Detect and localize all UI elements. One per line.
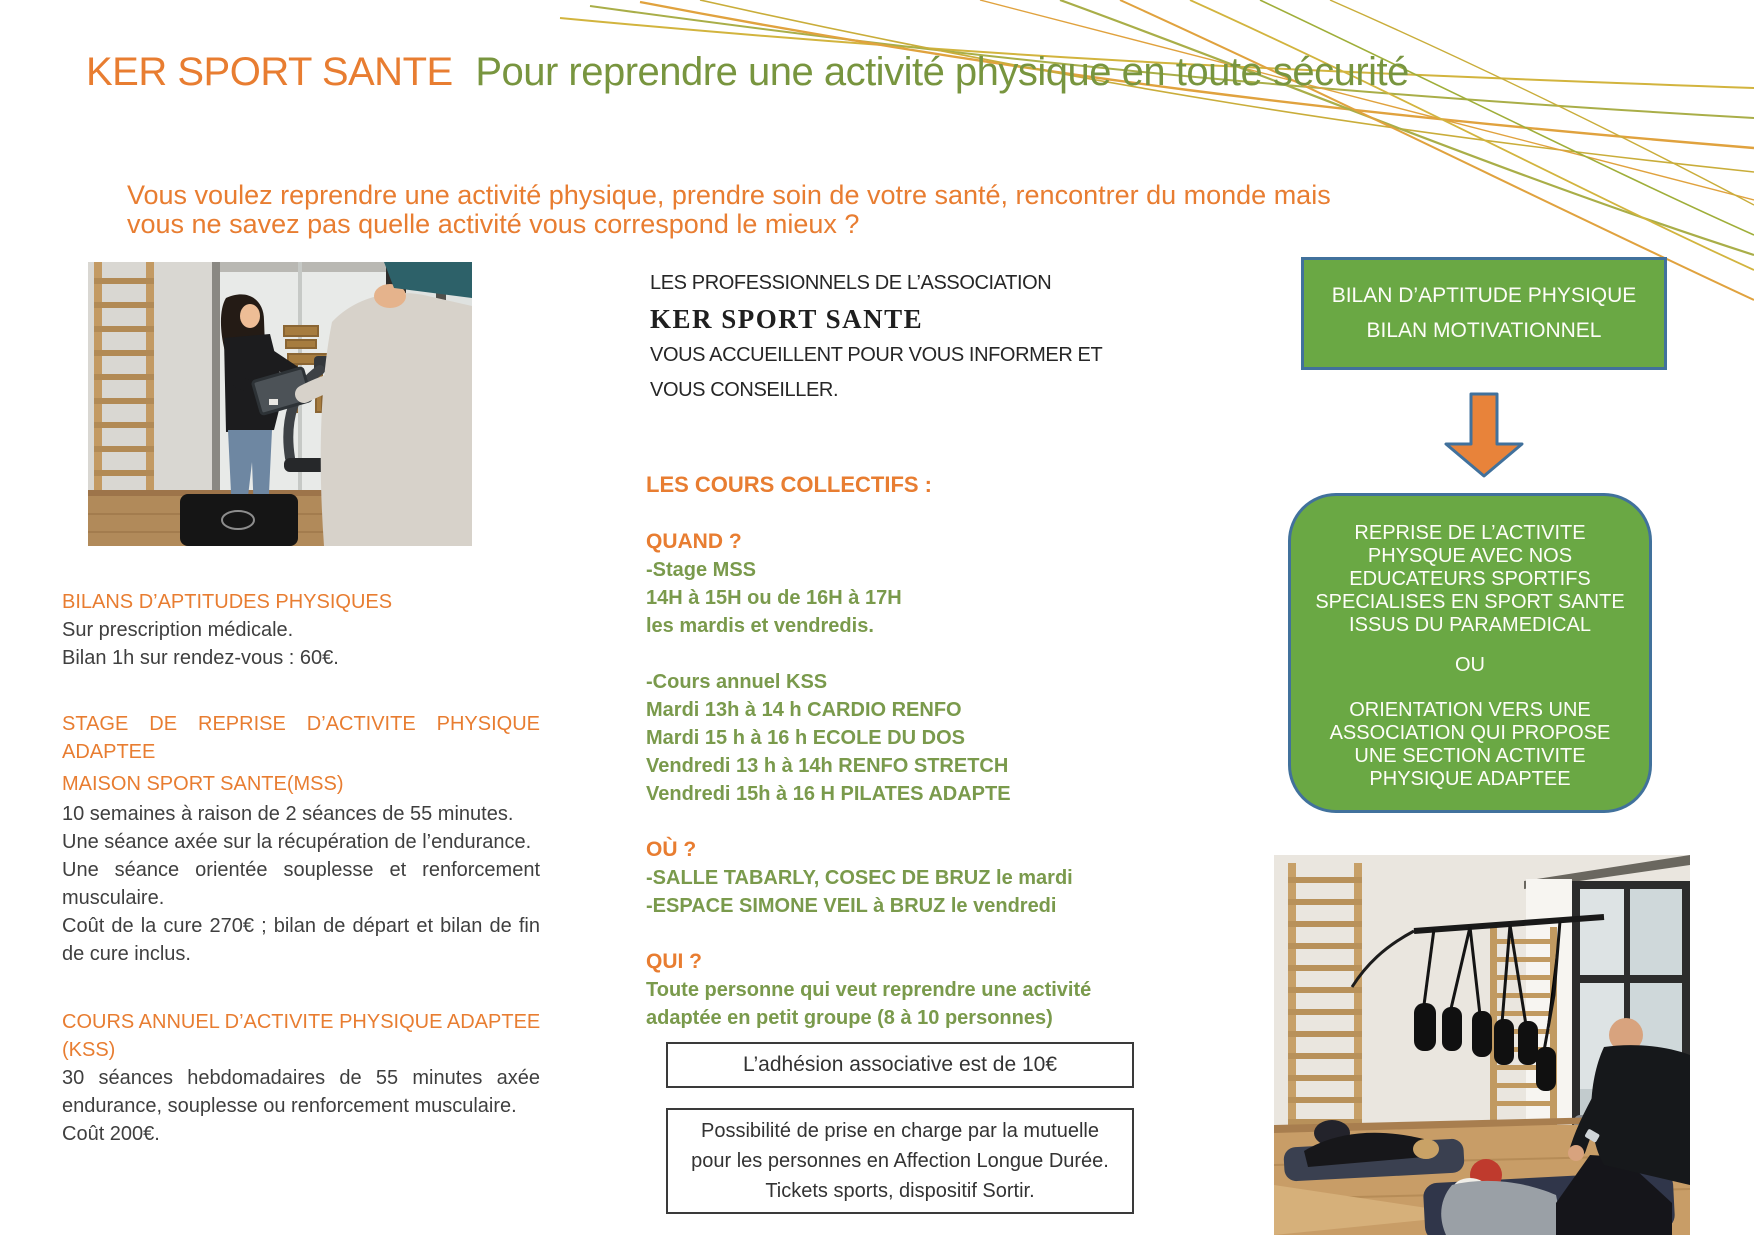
intro-line: Vous voulez reprendre une activité physique, prendre soin de votre santé, rencontrer du monde mais: [127, 180, 1331, 210]
intro-paragraph: [127, 181, 1331, 239]
stage-heading: ADAPTEE: [62, 741, 156, 763]
qui-label: QUI ?: [646, 950, 702, 973]
stage-line: musculaire.: [62, 887, 165, 909]
bilans-line: Bilan 1h sur rendez-vous : 60€.: [62, 647, 339, 669]
mutuelle-line: Possibilité de prise en charge par la mutuelle: [701, 1120, 1099, 1142]
annuel-schedule-line: Mardi 13h à 14 h CARDIO RENFO: [646, 699, 962, 721]
annuel-line: 30 séances hebdomadaires de 55 minutes axée: [62, 1067, 540, 1089]
association-name: KER SPORT SANTE: [650, 304, 924, 334]
mutuelle-line: Tickets sports, dispositif Sortir.: [765, 1180, 1035, 1202]
gym-photo-group-class: [1274, 855, 1690, 1235]
annuel-schedule-line: Vendredi 15h à 16 H PILATES ADAPTE: [646, 783, 1011, 805]
annuel-group: [646, 668, 1146, 808]
association-block: [650, 266, 1102, 408]
stage-line: Une séance axée sur la récupération de l’endurance.: [62, 831, 532, 853]
cours-collectifs-title: LES COURS COLLECTIFS :: [646, 472, 932, 497]
mutuelle-box: [666, 1108, 1134, 1214]
reprise-line: EDUCATEURS SPORTIFS: [1349, 568, 1591, 590]
annuel-heading: COURS ANNUEL D’ACTIVITE PHYSIQUE ADAPTEE: [62, 1011, 541, 1033]
ou-line: -SALLE TABARLY, COSEC DE BRUZ le mardi: [646, 867, 1073, 889]
adhesion-text: L’adhésion associative est de 10€: [742, 1053, 1058, 1076]
association-line: LES PROFESSIONNELS DE L’ASSOCIATION: [650, 272, 1052, 294]
qui-group: [646, 948, 1146, 1032]
quand-line: les mardis et vendredis.: [646, 615, 874, 637]
reprise-line: PHYSIQUE ADAPTEE: [1369, 768, 1571, 790]
brand-name: KER SPORT SANTE: [86, 50, 453, 94]
step-platform: [180, 494, 298, 546]
annuel-heading: (KSS): [62, 1039, 116, 1061]
annuel-schedule-line: -Cours annuel KSS: [646, 671, 828, 693]
gym-photo-coaching: [88, 262, 472, 546]
cours-collectifs-column: [646, 470, 1146, 1060]
annuel-schedule-line: Mardi 15 h à 16 h ECOLE DU DOS: [646, 727, 965, 749]
reprise-separator: OU: [1455, 654, 1485, 676]
gym-photo-coaching-illustration: [88, 262, 472, 546]
quand-line: -Stage MSS: [646, 559, 757, 581]
stage-line: de cure inclus.: [62, 943, 191, 965]
reprise-line: PHYSQUE AVEC NOS: [1367, 545, 1573, 567]
gym-photo-group-class-illustration: [1274, 855, 1690, 1235]
quand-group: [646, 528, 1146, 640]
ou-group: [646, 836, 1146, 920]
association-line: VOUS CONSEILLER.: [650, 379, 839, 401]
stage-line: Coût de la cure 270€ ; bilan de départ et bilan de fin: [62, 915, 540, 937]
quand-line: 14H à 15H ou de 16H à 17H: [646, 587, 902, 609]
page-title: [86, 50, 1409, 95]
stage-line: Une séance orientée souplesse et renforcement: [62, 859, 540, 881]
qui-line: adaptée en petit groupe (8 à 10 personnes): [646, 1007, 1053, 1029]
stage-subheading: MAISON SPORT SANTE(MSS): [62, 773, 344, 795]
bilan-box-line: BILAN MOTIVATIONNEL: [1366, 319, 1602, 342]
annuel-line: Coût 200€.: [62, 1123, 160, 1145]
association-line: VOUS ACCUEILLENT POUR VOUS INFORMER ET: [650, 344, 1103, 366]
bilan-box-line: BILAN D’APTITUDE PHYSIQUE: [1331, 284, 1637, 307]
annuel-line: endurance, souplesse ou renforcement musculaire.: [62, 1095, 517, 1117]
services-column: [62, 588, 540, 1148]
reprise-line: ORIENTATION VERS UNE: [1349, 699, 1591, 721]
down-arrow-icon: [1444, 392, 1524, 478]
stage-heading: STAGE DE REPRISE D’ACTIVITE PHYSIQUE: [62, 713, 540, 735]
quand-label: QUAND ?: [646, 530, 742, 553]
reprise-activite-box: [1288, 493, 1652, 813]
reprise-line: REPRISE DE L’ACTIVITE: [1354, 522, 1586, 544]
reprise-line: ASSOCIATION QUI PROPOSE: [1329, 722, 1611, 744]
adhesion-box: [666, 1042, 1134, 1088]
reprise-line: ISSUS DU PARAMEDICAL: [1349, 614, 1591, 636]
ou-label: OÙ ?: [646, 838, 697, 861]
bilans-line: Sur prescription médicale.: [62, 619, 294, 641]
stage-line: 10 semaines à raison de 2 séances de 55 minutes.: [62, 803, 514, 825]
annuel-schedule-line: Vendredi 13 h à 14h RENFO STRETCH: [646, 755, 1009, 777]
qui-line: Toute personne qui veut reprendre une activité: [646, 979, 1092, 1001]
mutuelle-line: pour les personnes en Affection Longue Durée.: [691, 1150, 1109, 1172]
reprise-line: UNE SECTION ACTIVITE: [1354, 745, 1586, 767]
bilan-aptitude-box: [1301, 257, 1667, 370]
reprise-line: SPECIALISES EN SPORT SANTE: [1315, 591, 1625, 613]
bilans-heading: BILANS D’APTITUDES PHYSIQUES: [62, 591, 393, 613]
intro-line: vous ne savez pas quelle activité vous correspond le mieux ?: [127, 209, 860, 239]
ou-line: -ESPACE SIMONE VEIL à BRUZ le vendredi: [646, 895, 1057, 917]
title-tagline: Pour reprendre une activité physique en toute sécurité: [475, 50, 1409, 94]
